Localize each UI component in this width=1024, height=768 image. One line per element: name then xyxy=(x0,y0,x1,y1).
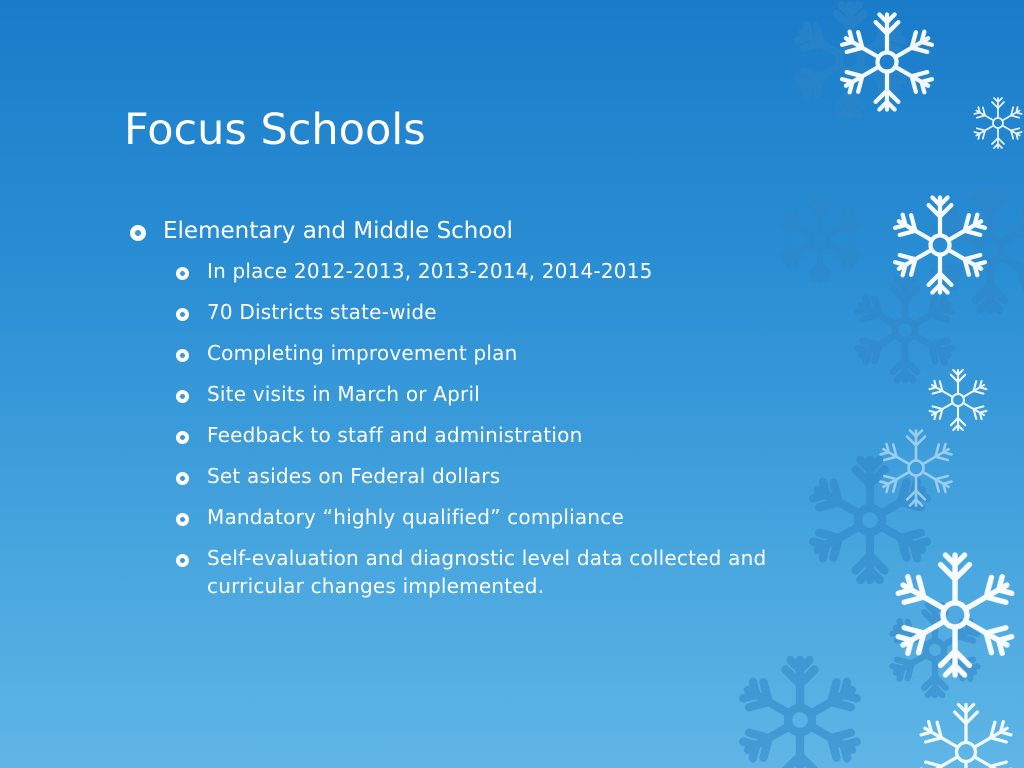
list-item xyxy=(176,545,856,600)
bullet-icon xyxy=(176,431,189,444)
bullet-text: Completing improvement plan xyxy=(207,341,518,365)
list-item xyxy=(176,299,856,327)
bullet-text: Site visits in March or April xyxy=(207,382,480,406)
list-item xyxy=(176,340,856,368)
bullet-text: Elementary and Middle School xyxy=(163,218,513,244)
bullet-text: 70 Districts state-wide xyxy=(207,300,437,324)
bullet-icon xyxy=(176,390,189,403)
bullet-icon xyxy=(176,308,189,321)
bullet-icon xyxy=(176,349,189,362)
list-item xyxy=(176,504,856,532)
bullet-icon xyxy=(130,225,146,241)
list-item xyxy=(176,422,856,450)
list-item xyxy=(176,258,856,286)
list-item xyxy=(176,463,856,491)
list-item xyxy=(176,381,856,409)
bullet-icon xyxy=(176,267,189,280)
bullet-text: Mandatory “highly qualified” compliance xyxy=(207,505,624,529)
bullet-list-level2 xyxy=(176,258,856,614)
bullet-list-level1 xyxy=(124,214,724,248)
list-item xyxy=(124,214,724,248)
bullet-text: Self-evaluation and diagnostic level data collected and curricular changes implemented. xyxy=(207,546,767,598)
bullet-icon xyxy=(176,513,189,526)
bullet-text: Set asides on Federal dollars xyxy=(207,464,501,488)
bullet-text: Feedback to staff and administration xyxy=(207,423,583,447)
bullet-text: In place 2012-2013, 2013-2014, 2014-2015 xyxy=(207,259,653,283)
bullet-icon xyxy=(176,472,189,485)
bullet-icon xyxy=(176,554,189,567)
slide-title: Focus Schools xyxy=(124,105,426,155)
